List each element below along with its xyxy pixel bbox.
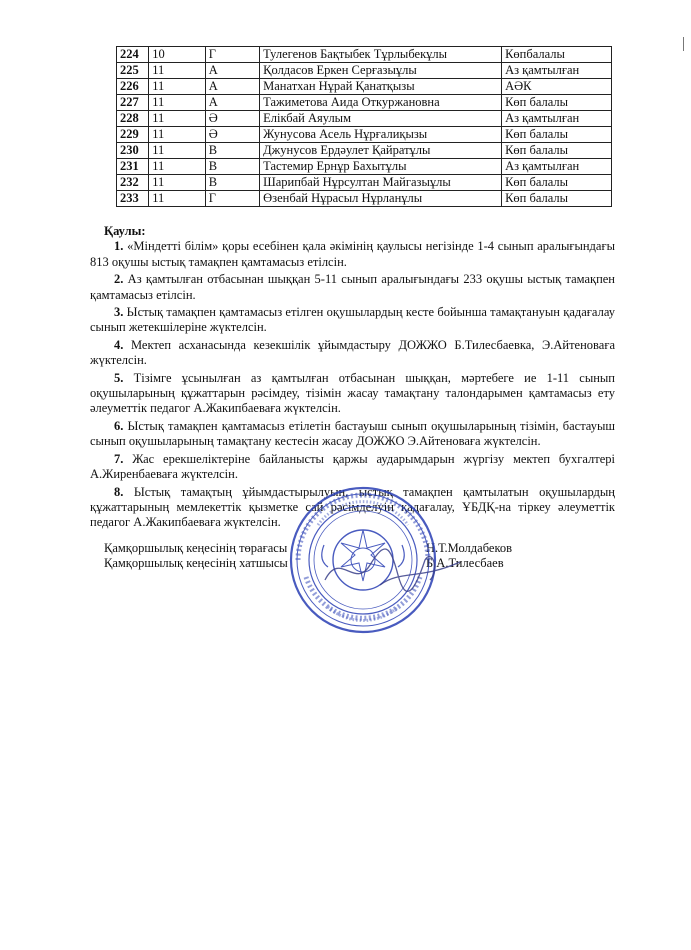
chair-name: Н.Т.Молдабеков: [426, 541, 513, 555]
student-name-cell: Өзенбай Нұрасыл Нұрланұлы: [260, 191, 502, 207]
table-row: [117, 191, 612, 207]
secretary-name: Б.А.Тилесбаев: [426, 556, 504, 570]
resolution-item-text: Тізімге ұсынылған аз қамтылған отбасынан шыққан, мәртебеге ие 1-11 сынып оқушыларының құжаттарын рәсімдеу, тізімін жасау тамақтану талондарымен қамтамасыз ету әлеуметтік педагог А.Жакипбаеваға жүктелсін.: [90, 370, 615, 416]
table-row: [117, 79, 612, 95]
resolution-item-number: 8.: [114, 484, 124, 499]
row-number-cell: 227: [117, 95, 149, 111]
category-cell: Көп балалы: [502, 127, 612, 143]
row-number-cell: 229: [117, 127, 149, 143]
class-letter-cell: Г: [205, 191, 259, 207]
grade-cell: 11: [149, 159, 205, 175]
student-name-cell: Қолдасов Еркен Серғазыұлы: [260, 63, 502, 79]
class-letter-cell: В: [205, 143, 259, 159]
category-cell: Көп балалы: [502, 95, 612, 111]
secretary-title: Қамқоршылық кеңесінің хатшысы: [104, 556, 288, 570]
resolution-item-text: Ыстық тамақпен қамтамасыз етілген оқушылардың кесте бойынша тамақтануын қадағалау сынып жетекшілеріне жүктелсін.: [90, 305, 615, 335]
student-name-cell: Манатхан Нұрай Қанатқызы: [260, 79, 502, 95]
resolution-item-number: 2.: [114, 272, 124, 287]
student-name-cell: Тулегенов Бақтыбек Тұрлыбекұлы: [260, 47, 502, 63]
resolution-item: [90, 338, 615, 369]
table-row: [117, 63, 612, 79]
students-table-body: [117, 47, 612, 207]
student-name-cell: Жунусова Асель Нұрғалиқызы: [260, 127, 502, 143]
row-number-cell: 230: [117, 143, 149, 159]
student-name-cell: Джунусов Ердәулет Қайратұлы: [260, 143, 502, 159]
grade-cell: 11: [149, 111, 205, 127]
category-cell: Көп балалы: [502, 143, 612, 159]
student-name-cell: Елікбай Аяулым: [260, 111, 502, 127]
table-row: [117, 95, 612, 111]
category-cell: АӘК: [502, 79, 612, 95]
class-letter-cell: А: [205, 79, 259, 95]
row-number-cell: 225: [117, 63, 149, 79]
resolution-item-number: 7.: [114, 451, 124, 466]
student-name-cell: Тажиметова Аида Откуржановна: [260, 95, 502, 111]
category-cell: Көп балалы: [502, 175, 612, 191]
class-letter-cell: В: [205, 159, 259, 175]
grade-cell: 11: [149, 191, 205, 207]
resolution-item-number: 1.: [114, 239, 124, 254]
resolution-item-number: 4.: [114, 337, 124, 352]
grade-cell: 11: [149, 79, 205, 95]
table-row: [117, 127, 612, 143]
row-number-cell: 224: [117, 47, 149, 63]
row-number-cell: 232: [117, 175, 149, 191]
resolution-item-text: Мектеп асханасында кезекшілік ұйымдастыру ДОЖЖО Б.Тилесбаевка, Э.Айтеноваға жүктелсін.: [90, 337, 615, 368]
resolution-item-number: 3.: [114, 305, 124, 320]
signature-icon: [320, 540, 470, 600]
grade-cell: 11: [149, 143, 205, 159]
class-letter-cell: Ә: [205, 127, 259, 143]
table-row: [117, 111, 612, 127]
resolution-item-text: «Міндетті білім» қоры есебінен қала әкімінің қаулысы негізінде 1-4 сынып аралығындағы 813 оқушы ыстық тамақпен қамтамасыз етілсін.: [90, 239, 615, 269]
table-row: [117, 159, 612, 175]
resolution-item: [90, 272, 615, 303]
resolution-item: [90, 371, 615, 417]
resolution-item-number: 5.: [114, 370, 124, 385]
resolution-item-number: 6.: [114, 418, 124, 433]
table-row: [117, 143, 612, 159]
resolution-item-text: Жас ерекшеліктеріне байланысты қаржы аударымдарын жүргізу мектеп бухгалтері А.Жиренбаеваға жүктелсін.: [90, 451, 615, 482]
category-cell: Аз қамтылған: [502, 159, 612, 175]
class-letter-cell: В: [205, 175, 259, 191]
resolution-item: [90, 305, 615, 336]
resolution-item: [90, 452, 615, 483]
student-name-cell: Шарипбай Нұрсултан Майгазыұлы: [260, 175, 502, 191]
category-cell: Аз қамтылған: [502, 63, 612, 79]
category-cell: Көпбалалы: [502, 47, 612, 63]
grade-cell: 11: [149, 175, 205, 191]
resolution-item-text: Аз қамтылған отбасынан шыққан 5-11 сынып аралығындағы 233 оқушы ыстық тамақпен қамтамасыз етілсін.: [90, 272, 615, 302]
table-row: [117, 47, 612, 63]
grade-cell: 10: [149, 47, 205, 63]
grade-cell: 11: [149, 127, 205, 143]
student-name-cell: Тастемир Ернұр Бахытұлы: [260, 159, 502, 175]
category-cell: Аз қамтылған: [502, 111, 612, 127]
table-row: [117, 175, 612, 191]
grade-cell: 11: [149, 63, 205, 79]
resolution-heading: Қаулы:: [104, 224, 146, 238]
resolution-item-text: Ыстық тамақпен қамтамасыз етілетін бастауыш сынып оқушыларының тізімін, бастауыш сынып оқушыларының тамақтану кестесін жасау ДОЖЖО Э.Айтеноваға жүктелсін.: [90, 418, 615, 449]
resolution-item-text: Ыстық тамақтың ұйымдастырылуын, ыстық тамақпен қамтылатын оқушылардың құжаттарының мемлекеттік қызметке сай рәсімделуін қадағалау, ҰБДҚ-на тіркеу әлеуметтік педагог А.Жакипбаеваға жүктелсін.: [90, 484, 615, 530]
row-number-cell: 233: [117, 191, 149, 207]
students-table: [116, 46, 612, 207]
class-letter-cell: Ә: [205, 111, 259, 127]
resolution-item: [90, 419, 615, 450]
page-edge-mark: [683, 37, 687, 51]
class-letter-cell: А: [205, 63, 259, 79]
resolution-item: [90, 239, 615, 270]
category-cell: Көп балалы: [502, 191, 612, 207]
grade-cell: 11: [149, 95, 205, 111]
row-number-cell: 231: [117, 159, 149, 175]
chair-title: Қамқоршылық кеңесінің төрағасы: [104, 541, 288, 555]
class-letter-cell: А: [205, 95, 259, 111]
row-number-cell: 226: [117, 79, 149, 95]
class-letter-cell: Г: [205, 47, 259, 63]
row-number-cell: 228: [117, 111, 149, 127]
